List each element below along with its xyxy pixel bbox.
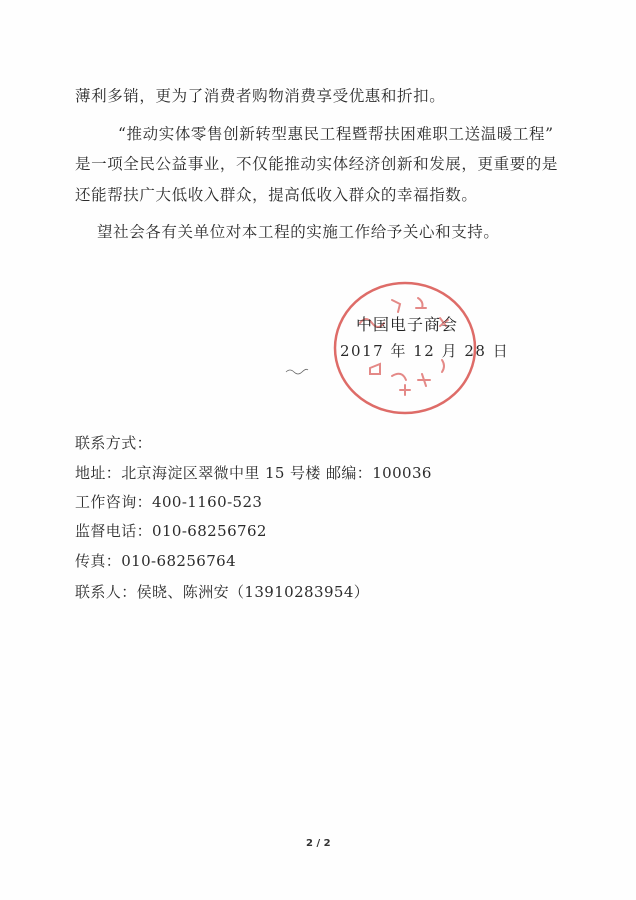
contact-supervise-phone: 监督电话：010-68256762 xyxy=(75,522,267,540)
contact-heading: 联系方式： xyxy=(75,434,153,452)
signature-date: 2017 年 12 月 28 日 xyxy=(340,342,510,360)
signature-organization: 中国电子商会 xyxy=(356,315,459,334)
scan-artifact xyxy=(284,364,310,378)
body-paragraph-line: “推动实体零售创新转型惠民工程暨帮扶困难职工送温暖工程” xyxy=(118,125,554,143)
body-paragraph-line: 是一项全民公益事业，不仅能推动实体经济创新和发展，更重要的是 xyxy=(75,155,559,173)
body-paragraph-line: 望社会各有关单位对本工程的实施工作给予关心和支持。 xyxy=(97,223,500,241)
body-paragraph-line: 还能帮扶广大低收入群众，提高低收入群众的幸福指数。 xyxy=(75,186,478,204)
contact-person: 联系人：侯晓、陈洲安（13910283954） xyxy=(75,583,370,601)
contact-fax: 传真：010-68256764 xyxy=(75,552,237,570)
contact-consult-phone: 工作咨询：400-1160-523 xyxy=(75,493,263,511)
body-paragraph-line: 薄利多销，更为了消费者购物消费享受优惠和折扣。 xyxy=(75,87,446,105)
page-number: 2 / 2 xyxy=(306,838,331,849)
contact-address: 地址：北京海淀区翠微中里 15 号楼 邮编：100036 xyxy=(75,464,432,482)
